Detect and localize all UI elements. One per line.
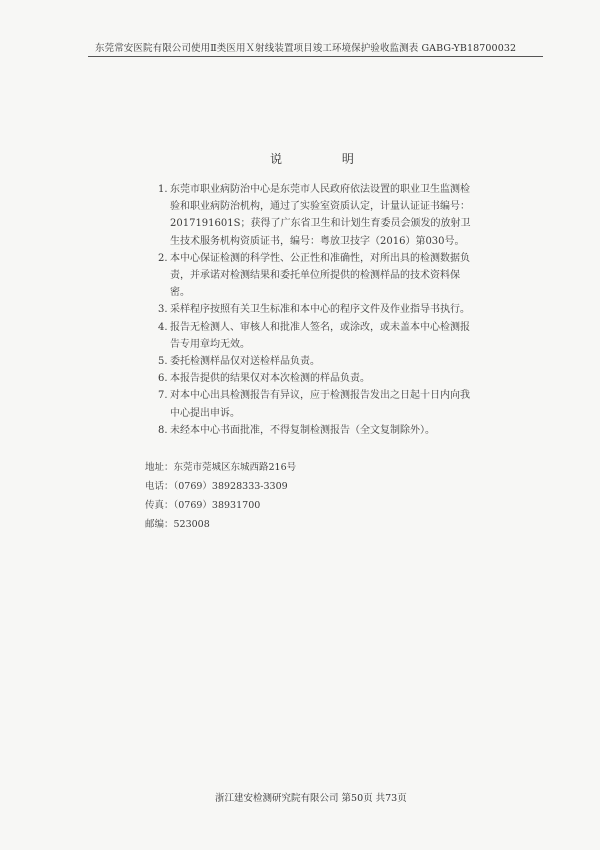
note-number: 3. xyxy=(158,304,168,316)
page-footer: 浙江建安检测研究院有限公司 第50页 共73页 xyxy=(215,793,407,804)
contact-fax: 传真：（0769）38931700 xyxy=(145,500,261,511)
note-text: 报告无检测人、审核人和批准人签名，或涂改，或未盖本中心检测报告专用章均无效。 xyxy=(170,321,470,350)
note-item xyxy=(158,370,478,387)
note-text: 委托检测样品仅对送检样品负责。 xyxy=(170,356,320,368)
note-text: 未经本中心书面批准，不得复制检测报告（全文复制除外）。 xyxy=(170,424,435,436)
note-text: 本报告提供的结果仅对本次检测的样品负责。 xyxy=(170,373,370,385)
note-item xyxy=(158,422,478,439)
header-divider xyxy=(88,56,543,57)
contact-block xyxy=(145,458,445,534)
contact-address: 地址：东莞市莞城区东城西路216号 xyxy=(145,462,297,473)
note-text: 采样程序按照有关卫生标准和本中心的程序文件及作业指导书执行。 xyxy=(170,304,470,316)
note-item xyxy=(158,387,478,421)
note-text: 对本中心出具检测报告有异议，应于检测报告发出之日起十日内向我中心提出申诉。 xyxy=(170,390,470,419)
note-item xyxy=(158,301,478,318)
note-number: 4. xyxy=(158,321,168,333)
contact-postcode: 邮编：523008 xyxy=(145,519,210,530)
note-number: 2. xyxy=(158,252,168,264)
note-text: 东莞市职业病防治中心是东莞市人民政府依法设置的职业卫生监测检验和职业病防治机构，通过了实验室资质认定，计量认证证书编号：2017191601S；获得了广东省卫生和计划生育委员会颁发的放射卫生技术服务机构资质证书，编号：粤放卫技字（2016）第030号。 xyxy=(170,184,471,247)
note-item xyxy=(158,250,478,302)
note-number: 1. xyxy=(158,184,168,195)
note-text: 本中心保证检测的科学性、公正性和准确性，对所出具的检测数据负责，并承诺对检测结果和委托单位所提供的检测样品的技术资料保密。 xyxy=(170,252,470,299)
note-number: 7. xyxy=(158,390,168,402)
note-number: 5. xyxy=(158,356,168,368)
contact-phone: 电话：（0769）38928333-3309 xyxy=(145,481,288,492)
notes-list xyxy=(158,181,478,439)
page-header: 东莞常安医院有限公司使用Ⅱ类医用Ｘ射线装置项目竣工环境保护验收监测表 GABG-YB18700032 xyxy=(95,43,517,54)
note-number: 8. xyxy=(158,424,168,436)
note-item xyxy=(158,181,478,250)
note-item xyxy=(158,319,478,353)
section-title: 说 明 xyxy=(270,152,382,166)
note-number: 6. xyxy=(158,373,168,385)
note-item xyxy=(158,353,478,370)
